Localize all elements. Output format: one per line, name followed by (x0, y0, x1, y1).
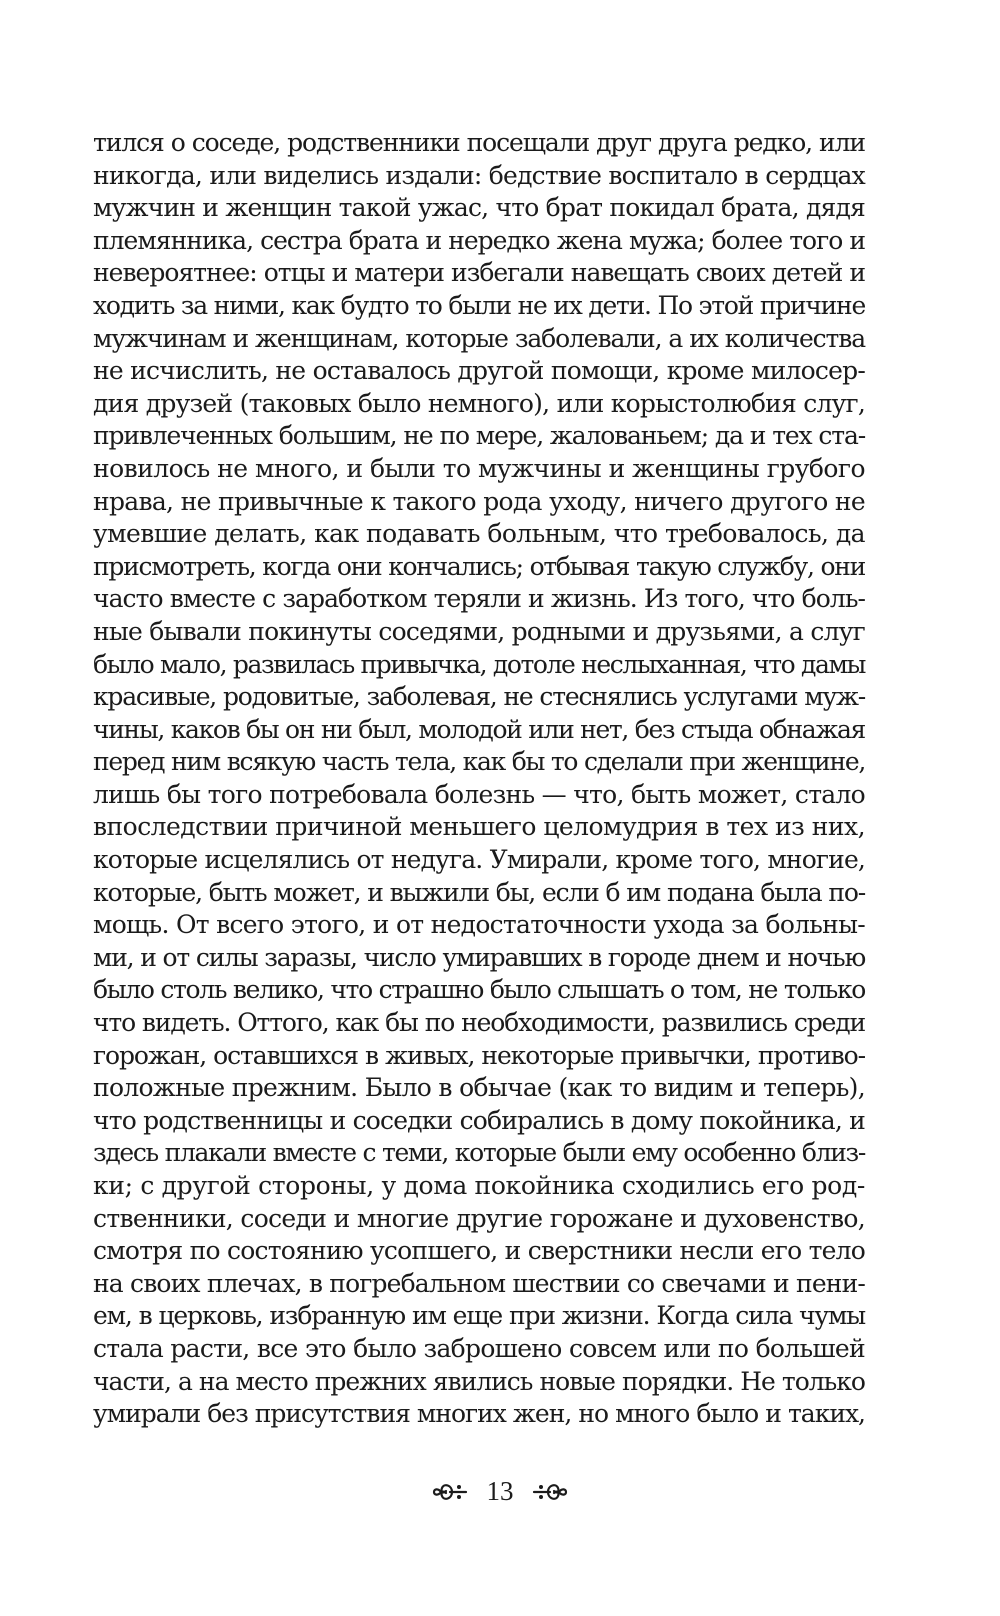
text-line: присмотреть, когда они кончались; отбывая такую службу, они (93, 551, 865, 581)
text-line: перед ним всякую часть тела, как бы то сделали при женщине, (93, 747, 865, 777)
text-line: стала расти, все это было заброшено совсем или по большей (93, 1333, 865, 1363)
text-line: смотря по состоянию усопшего, и сверстники несли его тело (93, 1236, 865, 1266)
page-number: 13 (486, 1476, 514, 1507)
text-line: умевшие делать, как подавать больным, что требовалось, да (93, 519, 865, 549)
right-ornament-icon (532, 1479, 568, 1505)
text-line: ки; с другой стороны, у дома покойника сходились его род- (93, 1171, 865, 1200)
text-line: положные прежним. Было в обычае (как то видим и теперь), (93, 1073, 865, 1103)
text-line: которые, быть может, и выжили бы, если б им подана была по- (93, 877, 865, 907)
body-text (93, 127, 865, 1431)
text-line: что видеть. Оттого, как бы по необходимости, развились среди (93, 1008, 865, 1038)
text-line: мощь. От всего этого, и от недостаточности ухода за больны- (93, 910, 865, 940)
text-line: красивые, родовитые, заболевая, не стеснялись услугами муж- (93, 682, 865, 712)
text-line: новилось не много, и были то мужчины и женщины грубого (93, 453, 865, 483)
text-line: ственники, соседи и многие другие горожане и духовенство, (93, 1203, 865, 1233)
left-ornament-icon (432, 1479, 468, 1505)
text-line: впоследствии причиной меньшего целомудрия в тех из них, (93, 812, 865, 842)
text-line: невероятнее: отцы и матери избегали навещать своих детей и (93, 258, 865, 288)
text-line: тился о соседе, родственники посещали друг друга редко, или (93, 128, 865, 157)
text-line: части, а на место прежних явились новые порядки. Не только (93, 1366, 865, 1396)
text-line: которые исцелялись от недуга. Умирали, кроме того, многие, (93, 845, 865, 875)
text-line: на своих плечах, в погребальном шествии со свечами и пени- (93, 1268, 865, 1298)
text-line: умирали без присутствия многих жен, но много было и таких, (93, 1399, 865, 1429)
text-line: лишь бы того потребовала болезнь — что, быть может, стало (93, 779, 865, 809)
text-line: нрава, не привычные к такого рода уходу, ничего другого не (93, 486, 865, 516)
text-line: часто вместе с заработком теряли и жизнь. Из того, что боль- (93, 584, 865, 614)
text-line: горожан, оставшихся в живых, некоторые привычки, противо- (93, 1040, 865, 1070)
text-line: что родственницы и соседки собирались в дому покойника, и (93, 1105, 865, 1135)
text-line: привлеченных большим, не по мере, жалованьем; да и тех ста- (93, 421, 865, 451)
text-line: было мало, развилась привычка, дотоле неслыханная, что дамы (93, 649, 865, 679)
text-line: ми, и от силы заразы, число умиравших в городе днем и ночью (93, 942, 865, 972)
text-line: дия друзей (таковых было немного), или корыстолюбия слуг, (93, 388, 865, 418)
text-line: мужчинам и женщинам, которые заболевали, а их количества (93, 323, 865, 353)
text-line: ные бывали покинуты соседями, родными и друзьями, а слуг (93, 616, 865, 646)
text-line: никогда, или виделись издали: бедствие воспитало в сердцах (93, 160, 865, 190)
text-line: ходить за ними, как будто то были не их дети. По этой причине (93, 290, 865, 320)
text-line: ем, в церковь, избранную им еще при жизни. Когда сила чумы (93, 1301, 865, 1331)
text-line: племянника, сестра брата и нередко жена мужа; более того и (93, 225, 865, 255)
text-line: было столь велико, что страшно было слышать о том, не только (93, 975, 865, 1005)
text-line: мужчин и женщин такой ужас, что брат покидал брата, дядя (93, 193, 865, 223)
text-line: чины, каков бы он ни был, молодой или нет, без стыда обнажая (93, 714, 865, 744)
page-footer (0, 1474, 1000, 1507)
text-line: здесь плакали вместе с теми, которые были ему особенно близ- (93, 1138, 865, 1168)
text-line: не исчислить, не оставалось другой помощи, кроме милосер- (93, 356, 865, 386)
